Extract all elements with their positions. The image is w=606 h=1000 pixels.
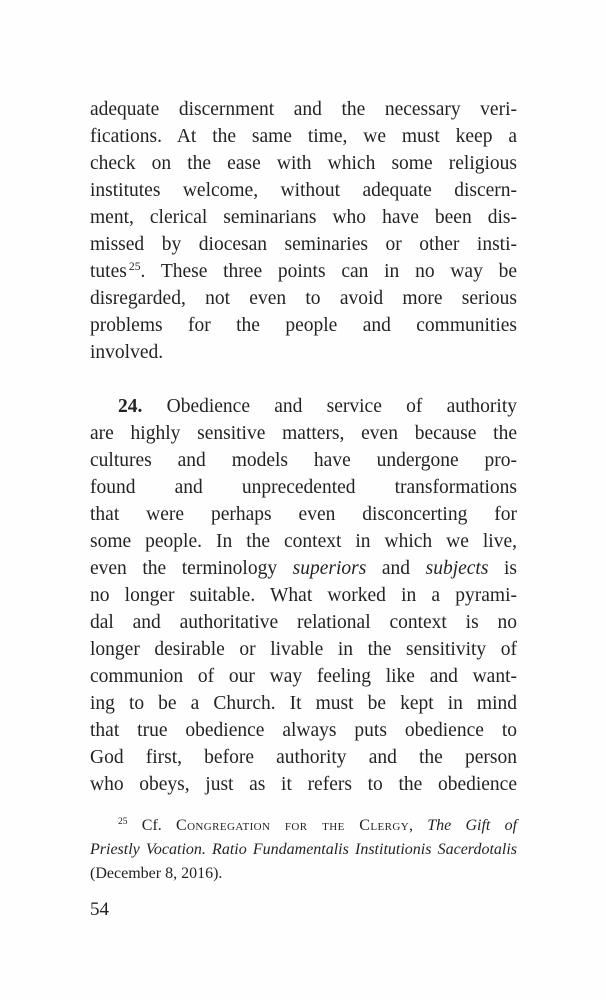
text-segment: 25 bbox=[128, 259, 141, 273]
text-line bbox=[90, 312, 517, 339]
text-segment: superiors bbox=[292, 558, 367, 579]
paragraph bbox=[90, 96, 517, 366]
text-line bbox=[90, 771, 517, 798]
text-segment: no longer suitable. What worked in a pyrami- bbox=[90, 585, 517, 606]
text-segment: tutes bbox=[90, 261, 127, 282]
text-segment: who obeys, just as it refers to the obedience bbox=[90, 774, 517, 795]
text-line bbox=[90, 474, 517, 501]
paragraph bbox=[90, 393, 517, 798]
text-line bbox=[90, 393, 517, 420]
text-line bbox=[90, 717, 517, 744]
text-line bbox=[90, 838, 517, 862]
text-segment: longer desirable or livable in the sensitivity of bbox=[90, 639, 517, 660]
text-segment: cultures and models have undergone pro- bbox=[90, 450, 517, 471]
text-segment: fications. At the same time, we must keep a bbox=[90, 126, 517, 147]
text-segment: God first, before authority and the person bbox=[90, 747, 517, 768]
text-line bbox=[90, 96, 517, 123]
text-line bbox=[90, 420, 517, 447]
text-segment: Priestly Vocation. Ratio Fundamentalis Institutionis Sacerdotalis bbox=[90, 841, 517, 858]
text-line bbox=[90, 204, 517, 231]
text-segment: and bbox=[366, 558, 426, 579]
text-segment: is bbox=[488, 558, 518, 579]
text-line bbox=[90, 528, 517, 555]
text-line bbox=[90, 555, 517, 582]
text-line bbox=[90, 150, 517, 177]
text-segment: even the terminology bbox=[90, 558, 293, 579]
text-line bbox=[90, 609, 517, 636]
text-segment: 25 bbox=[118, 815, 128, 827]
text-line bbox=[90, 862, 517, 886]
footnote bbox=[90, 814, 517, 886]
text-segment: some people. In the context in which we live, bbox=[90, 531, 517, 552]
text-line bbox=[90, 231, 517, 258]
text-segment: The Gift of bbox=[427, 817, 518, 834]
text-line bbox=[90, 177, 517, 204]
page-number: 54 bbox=[90, 899, 109, 920]
text-segment: found and unprecedented transformations bbox=[90, 477, 517, 498]
text-line bbox=[90, 582, 517, 609]
text-segment: Congregation for the Clergy bbox=[176, 817, 410, 834]
text-line bbox=[90, 285, 517, 312]
text-segment: problems for the people and communities bbox=[90, 315, 517, 336]
body-text bbox=[90, 96, 517, 798]
text-line bbox=[90, 744, 517, 771]
text-segment: , bbox=[409, 817, 428, 834]
text-segment: that were perhaps even disconcerting for bbox=[90, 504, 517, 525]
text-segment: that true obedience always puts obedience to bbox=[90, 720, 517, 741]
text-segment: are highly sensitive matters, even because the bbox=[90, 423, 517, 444]
text-segment: missed by diocesan seminaries or other insti- bbox=[90, 234, 517, 255]
text-segment: involved. bbox=[90, 342, 164, 363]
text-segment: dal and authoritative relational context is no bbox=[90, 612, 517, 633]
text-segment: adequate discernment and the necessary veri- bbox=[90, 99, 517, 120]
text-line bbox=[90, 447, 517, 474]
text-line bbox=[90, 663, 517, 690]
text-line bbox=[90, 339, 517, 366]
text-segment: check on the ease with which some religious bbox=[90, 153, 517, 174]
text-line bbox=[90, 636, 517, 663]
text-segment: institutes welcome, without adequate discern- bbox=[90, 180, 517, 201]
text-segment: 24. bbox=[118, 396, 143, 417]
text-line bbox=[90, 501, 517, 528]
text-segment: Obedience and service of authority bbox=[142, 396, 517, 417]
text-segment: subjects bbox=[425, 558, 489, 579]
text-segment: Cf. bbox=[127, 817, 177, 834]
text-segment: ing to be a Church. It must be kept in mind bbox=[90, 693, 517, 714]
text-line bbox=[90, 690, 517, 717]
text-segment: (December 8, 2016). bbox=[90, 865, 223, 882]
text-line bbox=[90, 258, 517, 285]
text-line bbox=[90, 123, 517, 150]
text-segment: . These three points can in no way be bbox=[140, 261, 517, 282]
text-segment: disregarded, not even to avoid more serious bbox=[90, 288, 517, 309]
text-segment: communion of our way feeling like and want- bbox=[90, 666, 517, 687]
text-segment: ment, clerical seminarians who have been dis- bbox=[90, 207, 517, 228]
text-line bbox=[90, 814, 517, 838]
